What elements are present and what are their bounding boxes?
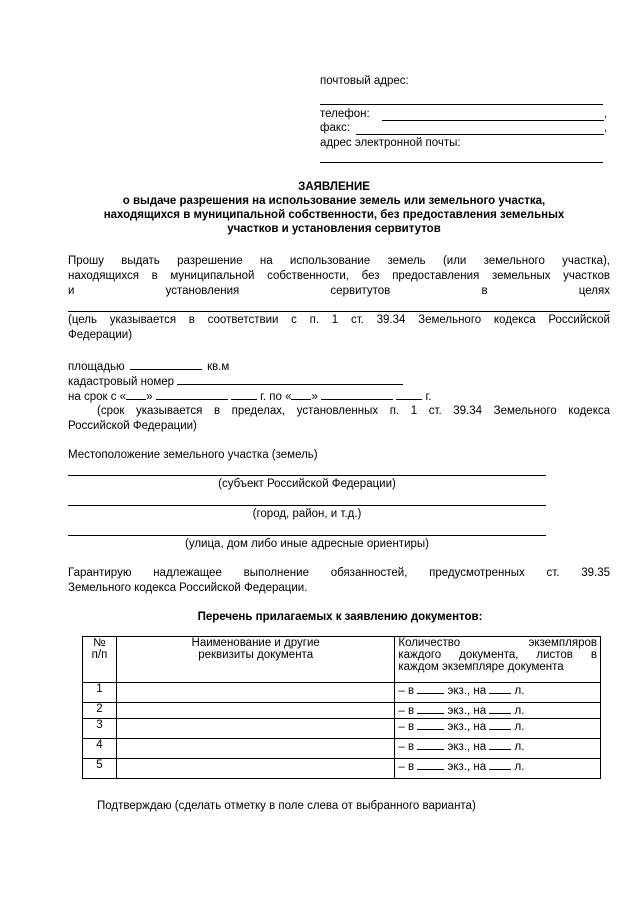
area-field[interactable] [130,359,202,370]
cadastral-label: кадастровый номер [68,376,175,388]
fax-label: факс: [320,122,350,134]
email-label: адрес электронной почты: [320,137,461,149]
qty-text: л. [514,721,525,733]
table-row [83,719,601,739]
postal-address-field[interactable] [320,104,603,105]
qty-text: л. [514,685,525,697]
row-number: 3 [83,719,117,739]
row-number: 1 [83,683,117,703]
documents-heading: Перечень прилагаемых к заявлению документов: [197,611,483,623]
email-field[interactable] [320,162,603,163]
guarantee-line-1: Гарантирую надлежащее выполнение обязанностей, предусмотренных ст. 39.35 [68,567,610,579]
title-line-1: о выдаче разрешения на использование земель или земельного участка, [122,195,546,207]
qty-copies-field[interactable] [417,739,444,750]
qty-text: – в [398,741,415,753]
qty-text: – в [398,721,415,733]
row-number: 5 [83,759,117,779]
area-row [68,359,229,373]
term-year-label: г. по « [260,391,292,403]
qty-text: л. [514,761,525,773]
purpose-field[interactable] [68,311,610,312]
request-line-3 [68,285,610,297]
term-label: на срок с « [68,391,127,403]
quantity-cell[interactable] [395,683,601,703]
location-street-field[interactable] [68,535,546,536]
request-line-1: Прошу выдать разрешение на использование земель (или земельного участка), [68,255,610,267]
term-row [68,389,432,403]
header-text: Наименование и другие [191,637,320,649]
quantity-cell[interactable] [395,703,601,719]
term-to-day[interactable] [291,389,311,400]
document-name-cell[interactable] [116,739,394,759]
word: установления [165,285,240,297]
term-from-day[interactable] [126,389,146,400]
header-text: Количество экземпляров [398,637,597,649]
page-title: ЗАЯВЛЕНИЕ [298,181,370,193]
comma: , [604,122,608,134]
word: целях [578,285,610,297]
location-label: Местоположение земельного участка (земель) [68,449,318,461]
row-number: 4 [83,739,117,759]
qty-sheets-field[interactable] [489,759,511,770]
qty-copies-field[interactable] [417,759,444,770]
documents-table [82,636,601,779]
row-number: 2 [83,703,117,719]
header-text: п/п [91,649,108,661]
col-name-header [116,637,394,683]
quote: » [311,391,318,403]
term-note-line-1: (срок указывается в пределах, установленных п. 1 ст. 39.34 Земельного кодекса [97,405,610,417]
comma: , [604,108,608,120]
qty-sheets-field[interactable] [489,739,511,750]
phone-label: телефон: [320,108,370,120]
qty-text: экз., на [447,741,487,753]
col-number-header [83,637,117,683]
fax-field[interactable] [356,134,604,135]
qty-copies-field[interactable] [417,703,444,714]
term-to-month[interactable] [321,389,393,400]
table-row [83,703,601,719]
qty-text: л. [514,705,525,717]
guarantee-line-2: Земельного кодекса Российской Федерации. [68,582,308,594]
document-name-cell[interactable] [116,759,394,779]
qty-text: экз., на [447,761,487,773]
postal-address-label: почтовый адрес: [320,75,409,87]
confirm-text: Подтверждаю (сделать отметку в поле слева от выбранного варианта) [97,800,476,812]
term-from-month[interactable] [156,389,228,400]
title-line-2: находящихся в муниципальной собственности, без предоставления земельных [103,209,565,221]
qty-text: – в [398,705,415,717]
request-line-2: находящихся в муниципальной собственности, без предоставления земельных участков [68,270,610,282]
header-text: каждом экземпляре документа [398,661,564,673]
term-from-year[interactable] [231,389,257,400]
qty-copies-field[interactable] [417,683,444,694]
term-year-end: г. [425,391,432,403]
document-name-cell[interactable] [116,703,394,719]
location-subject-field[interactable] [68,475,546,476]
quantity-cell[interactable] [395,719,601,739]
cadastral-field[interactable] [177,374,403,385]
quantity-cell[interactable] [395,739,601,759]
table-row [83,739,601,759]
document-name-cell[interactable] [116,719,394,739]
table-row [83,759,601,779]
qty-copies-field[interactable] [417,719,444,730]
table-row [83,683,601,703]
qty-text: – в [398,761,415,773]
qty-sheets-field[interactable] [489,719,511,730]
col-qty-header [395,637,601,683]
term-note-line-2: Российской Федерации) [68,420,197,432]
table-header-row [83,637,601,683]
location-subject-caption: (субъект Российской Федерации) [218,478,396,490]
header-text: каждого документа, листов в [398,649,597,661]
qty-sheets-field[interactable] [489,683,511,694]
word: и [68,285,75,297]
cadastral-row [68,374,403,388]
purpose-note-line-2: Федерации) [68,329,133,341]
area-label: площадью [68,361,125,373]
header-text: реквизиты документа [198,649,314,661]
qty-text: экз., на [447,705,487,717]
term-to-year[interactable] [396,389,422,400]
document-name-cell[interactable] [116,683,394,703]
header-text: № [93,637,106,649]
qty-text: экз., на [447,721,487,733]
word: в [481,285,488,297]
qty-text: – в [398,685,415,697]
quote: » [146,391,153,403]
location-city-field[interactable] [68,505,546,506]
quantity-cell[interactable] [395,759,601,779]
qty-text: л. [514,741,525,753]
title-line-3: участков и установления сервитутов [227,223,441,235]
purpose-note-line-1: (цель указывается в соответствии с п. 1 ст. 39.34 Земельного кодекса Российской [68,314,610,326]
qty-text: экз., на [447,685,487,697]
location-street-caption: (улица, дом либо иные адресные ориентиры) [185,538,429,550]
area-unit: кв.м [207,361,230,373]
qty-sheets-field[interactable] [489,703,511,714]
location-city-caption: (город, район, и т.д.) [252,508,362,520]
word: сервитутов [330,285,391,297]
phone-field[interactable] [382,120,604,121]
